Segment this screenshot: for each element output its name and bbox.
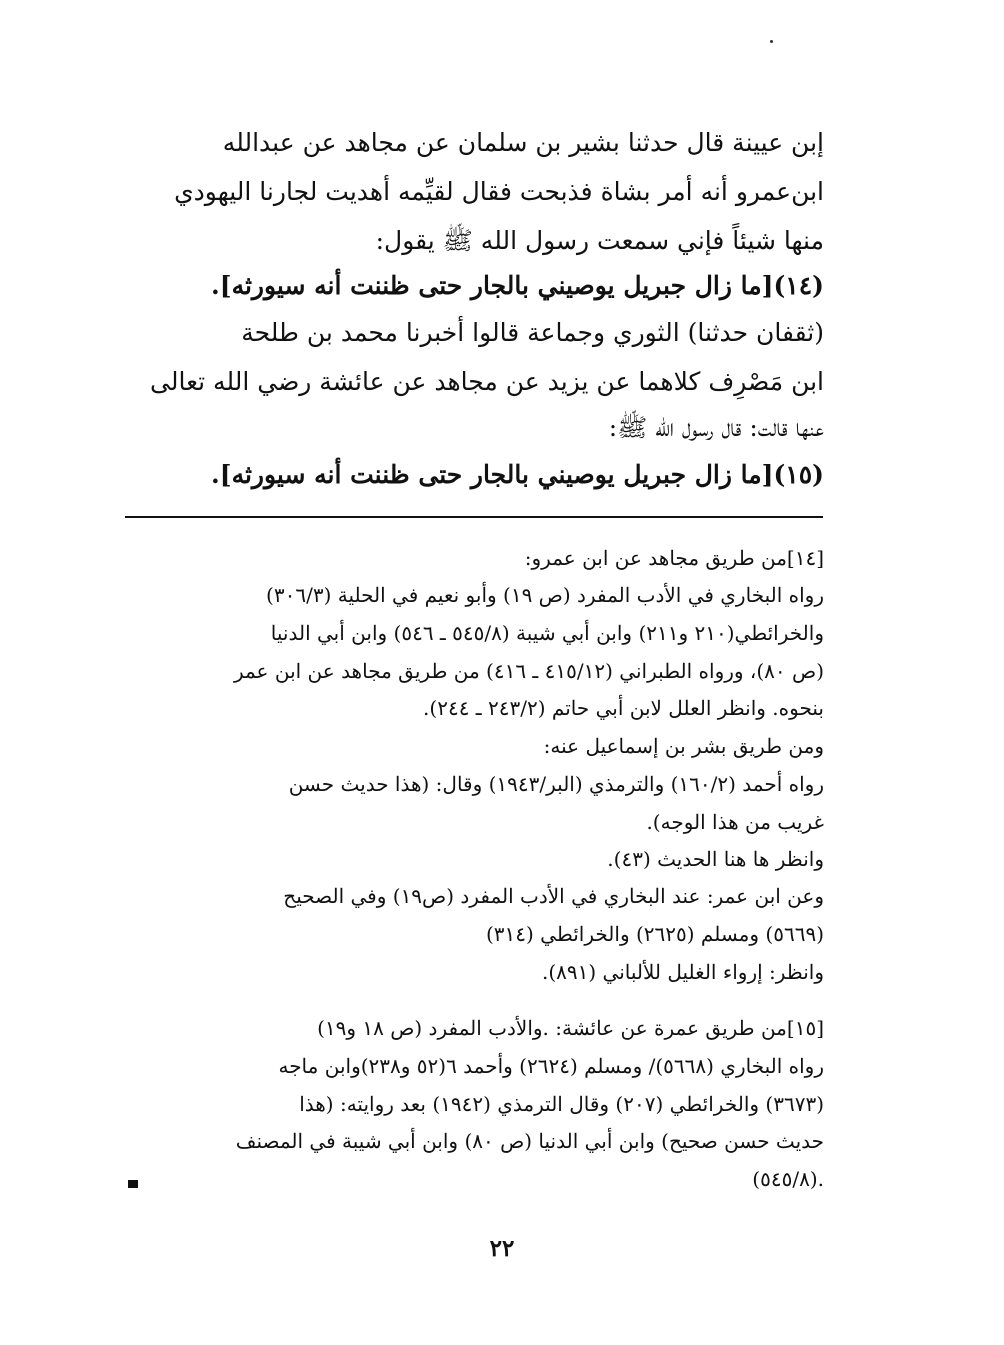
footnote-line: رواه أحمد (١٦٠/٢) والترمذي (البر/١٩٤٣) وقال: (هذا حديث حسن: [288, 772, 824, 796]
footnote-line: (٥٦٦٩) ومسلم (٢٦٢٥) والخرائطي (٣١٤): [485, 922, 824, 946]
footnote-line: والخرائطي(٢١٠ و٢١١) وابن أبي شيبة (٥٤٥/٨ ـ ٥٤٦) وابن أبي الدنيا: [270, 621, 824, 645]
footnote-line: بنحوه. وانظر العلل لابن أبي حاتم (٢٤٣/٢ ـ ٢٤٤).: [423, 696, 824, 720]
footnote-line: وانظر: إرواء الغليل للألباني (٨٩١).: [541, 960, 824, 984]
footnote-line: حديث حسن صحيح) وابن أبي الدنيا (ص ٨٠) وابن أبي شيبة في المصنف: [235, 1129, 824, 1153]
footnote-line: (٥٤٥/٨).: [752, 1167, 824, 1191]
end-mark: [128, 1180, 138, 1188]
footnote-separator: [125, 516, 823, 518]
main-text-line: ابن مَصْرِف كلاهما عن يزيد عن مجاهد عن عائشة رضي الله تعالى: [150, 367, 824, 396]
footnote-line: [١٥]من طريق عمرة عن عائشة: .والأدب المفرد (ص ١٨ و١٩): [317, 1016, 824, 1040]
main-text-line: إبن عيينة قال حدثنا بشير بن سلمان عن مجاهد عن عبدالله: [222, 128, 824, 157]
main-text-line: عنها قالت: قال رسول الله ﷺ:: [608, 413, 824, 442]
main-text-line: ابن‌عمرو أنه أمر بشاة فذبحت فقال لقيِّمه أهديت لجارنا اليهودي: [174, 177, 824, 206]
footnote-line: رواه البخاري (٥٦٦٨)/ ومسلم (٢٦٢٤) وأحمد ٦(٥٢ و٢٣٨)وابن ماجه: [278, 1054, 824, 1078]
footnote-line: [١٤]من طريق مجاهد عن ابن عمرو:: [524, 546, 824, 570]
hadith-15-line: (١٥)[ما زال جبريل يوصيني بالجار حتى ظننت أنه سيورثه].: [211, 460, 824, 489]
footnote-line: ومن طريق بشر بن إسماعيل عنه:: [543, 734, 824, 758]
main-text-line: (ثقفان حدثنا) الثوري وجماعة قالوا أخبرنا محمد بن طلحة: [241, 318, 824, 347]
page-number: ٢٢: [489, 1235, 515, 1262]
footnote-line: (ص ٨٠)، ورواه الطبراني (٤١٥/١٢ ـ ٤١٦) من طريق مجاهد عن ابن عمر: [233, 659, 824, 683]
scan-speck: [770, 40, 773, 43]
footnote-line: رواه البخاري في الأدب المفرد (ص ١٩) وأبو نعيم في الحلية (٣٠٦/٣): [266, 583, 824, 607]
footnote-line: غريب من هذا الوجه).: [646, 810, 824, 834]
footnote-line: وانظر ها هنا الحديث (٤٣).: [607, 847, 824, 871]
main-text-line: منها شيئاً فإني سمعت رسول الله ﷺ يقول:: [375, 226, 824, 255]
footnote-line: وعن ابن عمر: عند البخاري في الأدب المفرد (ص١٩) وفي الصحيح: [283, 884, 824, 908]
hadith-14-line: (١٤)[ما زال جبريل يوصيني بالجار حتى ظننت أنه سيورثه].: [211, 271, 824, 300]
footnote-line: (٣٦٧٣) والخرائطي (٢٠٧) وقال الترمذي (١٩٤٢) بعد روايته: (هذا: [299, 1092, 824, 1116]
